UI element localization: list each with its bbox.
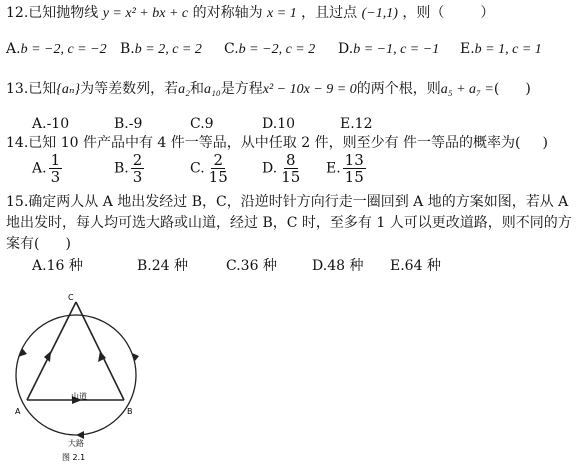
q12-option-e: E.b = 1, c = 1 [460,41,542,57]
q13-option-e: E.12 [340,116,373,132]
q12-mid2: ，且过点 [301,5,358,21]
q13-option-d: D.10 [262,116,296,132]
q12-option-d: D.b = −1, c = −1 [338,41,440,57]
q14-option-b: B. $\frac{2}{3}$ [114,151,143,186]
label-main-road: 大路 [68,439,84,448]
q15-option-a: A.16 种 [32,258,83,274]
label-mountain-road: 山道 [71,392,87,401]
side-ca [27,302,76,400]
q15-line-2: 地出发时，每人均可选大路或山道，经过 B，C 时，至多有 1 人可以更改道路，则不同的方 [6,215,572,231]
q15-option-b: B.24 种 [137,258,189,274]
q12-equation: y = x² + bx + c [102,6,189,21]
q12-point: (−1,1) [361,6,398,21]
figure-caption: 图 2.1 [62,453,86,462]
q13-option-c: C.9 [190,116,214,132]
big-road-circle [16,315,136,435]
q12-axis: x = 1 [267,6,297,21]
q15-option-c: C.36 种 [226,258,277,274]
q13-sequence: {aₙ} [56,82,81,97]
q14-option-a: A. $\frac{1}{3}$ [32,151,61,186]
q14-option-c: C. $\frac{2}{15}$ [190,151,228,186]
q15-line-3: 案有( ) [6,236,71,252]
label-a: A [15,407,21,416]
arrow-circle-left-icon [18,348,27,357]
q13-option-a: A.-10 [32,116,70,132]
q14-option-d: D. $\frac{8}{15}$ [262,151,301,186]
q12-mid: 的对称轴为 [192,5,263,21]
q12-prefix: 12.已知抛物线 [6,5,99,21]
q12-option-a: A.b = −2, c = −2 [6,41,107,57]
q12-suffix: ，则（ [402,5,445,21]
arrow-circle-bottom-icon [76,431,84,439]
q12-option-c: C.b = −2, c = 2 [224,41,316,57]
q12-close: ） [480,5,495,21]
q13-equation: x² − 10x − 9 = 0 [262,82,357,97]
q15-option-d: D.48 种 [312,258,364,274]
q14-stem: 14.已知 10 件产品中有 4 件一等品，从中任取 2 件，则至少有 件一等品的概率为( ) [6,135,548,151]
q15-option-e: E.64 种 [390,258,441,274]
label-b: B [127,407,133,416]
q15-line-1: 15.确定两人从 A 地出发经过 B，C，沿逆时针方向行走一圈回到 A 地的方案如图，若从 A [6,194,569,210]
q14-option-e: E. $\frac{13}{15}$ [326,151,364,186]
q12-option-b: B.b = 2, c = 2 [120,41,202,57]
label-c: C [68,293,74,302]
q13-stem: 13.已知{aₙ}为等差数列，若a₂和a₁₀是方程x² − 10x − 9 = 0的两个根，则a₅ + a₇ =( ) [6,81,531,97]
q13-option-b: B.-9 [114,116,143,132]
